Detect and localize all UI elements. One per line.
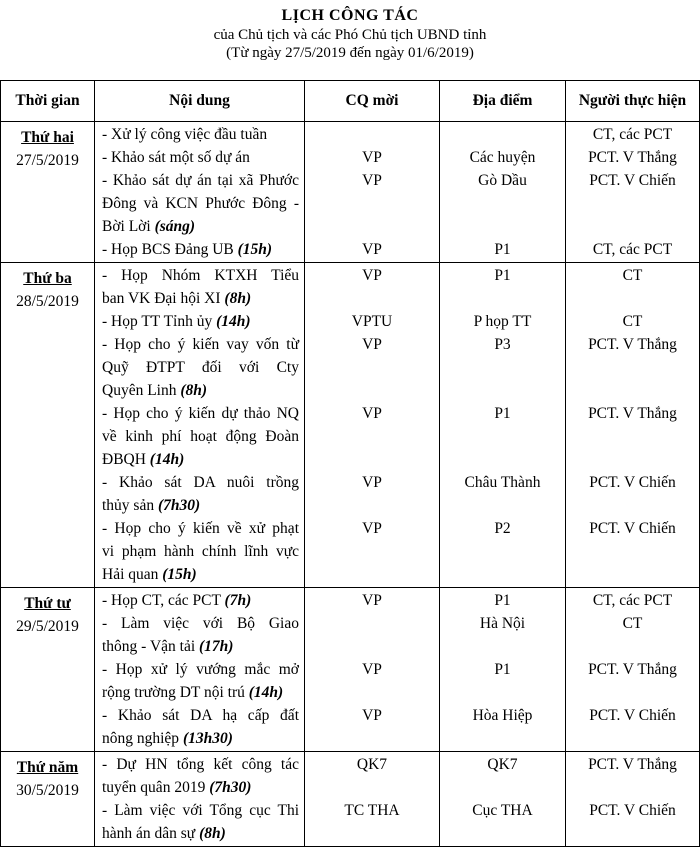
inviting-agency-value: VP [362, 707, 382, 724]
performer-item [567, 146, 698, 169]
location-cell [440, 752, 566, 847]
agenda-item [96, 146, 303, 169]
performer-item [567, 517, 698, 586]
location-item [441, 264, 564, 310]
day-cell [1, 122, 95, 263]
agenda-item-text: ban VK Đại hội XI [102, 290, 225, 307]
location-item [441, 704, 564, 750]
agenda-item-text: thủy sản [102, 497, 158, 514]
performer-cell [566, 122, 700, 263]
agenda-item [96, 471, 303, 517]
location-item [441, 799, 564, 845]
col-header-location: Địa điểm [440, 81, 566, 122]
inviting-agency-item [306, 264, 438, 310]
inviting-agency-item [306, 612, 438, 658]
performer-value: PCT. V Chiến [589, 802, 676, 819]
day-date: 29/5/2019 [16, 618, 79, 635]
inviting-agency-item [306, 310, 438, 333]
agenda-item [96, 704, 303, 750]
inviting-agency-value: TC THA [344, 802, 400, 819]
inviting-agency-item [306, 471, 438, 517]
performer-value: CT [622, 267, 643, 284]
agenda-item-time: (8h) [180, 382, 208, 399]
day-name: Thứ hai [21, 129, 74, 146]
inviting-agency-item [306, 753, 438, 799]
content-cell [95, 588, 305, 752]
agenda-item [96, 589, 303, 612]
col-header-content: Nội dung [95, 81, 305, 122]
location-value: Gò Dầu [478, 172, 527, 189]
agenda-item-time: (13h30) [182, 730, 233, 747]
performer-value: CT, các PCT [592, 126, 673, 143]
agenda-item-time: (14h) [216, 313, 251, 330]
table-row [1, 588, 700, 752]
inviting-agency-value: VP [362, 661, 382, 678]
agenda-item-text: - Khảo sát DA hạ cấp đất [102, 707, 299, 724]
performer-item [567, 589, 698, 612]
location-value: P3 [494, 336, 511, 353]
location-item [441, 169, 564, 238]
location-value: QK7 [487, 756, 518, 773]
schedule-subtitle: của Chủ tịch và các Phó Chủ tịch UBND tỉnh [213, 27, 487, 43]
inviting-agency-value: VP [362, 149, 382, 166]
agenda-item-text: tuyển quân 2019 [102, 779, 210, 796]
table-row [1, 122, 700, 263]
location-item [441, 146, 564, 169]
performer-item [567, 402, 698, 471]
agenda-item-text: - Làm việc với Tổng cục Thi [102, 802, 299, 819]
inviting-agency-value: VP [362, 172, 382, 189]
agenda-item-text: Quỹ ĐTPT đối với Cty [102, 359, 299, 376]
inviting-agency-cell [305, 122, 440, 263]
inviting-agency-item [306, 589, 438, 612]
performer-cell [566, 263, 700, 588]
agenda-item-text: - Làm việc với Bộ Giao [102, 615, 299, 632]
table-row [1, 752, 700, 847]
performer-item [567, 238, 698, 261]
col-header-inviting-agency: CQ mời [305, 81, 440, 122]
day-date: 27/5/2019 [16, 152, 79, 169]
performer-item [567, 753, 698, 799]
location-cell [440, 263, 566, 588]
inviting-agency-cell [305, 752, 440, 847]
inviting-agency-item [306, 169, 438, 238]
day-name: Thứ tư [24, 595, 71, 612]
schedule-table [0, 80, 700, 847]
location-value: P2 [494, 520, 511, 537]
location-value: Các huyện [469, 149, 536, 166]
performer-item [567, 704, 698, 750]
location-value: Cục THA [472, 802, 533, 819]
location-value: Hà Nội [479, 615, 526, 632]
inviting-agency-cell [305, 263, 440, 588]
agenda-item-time: (7h30) [209, 779, 252, 796]
performer-value: PCT. V Chiến [589, 520, 676, 537]
day-date: 28/5/2019 [16, 293, 79, 310]
table-header-row [1, 81, 700, 122]
inviting-agency-value: VP [362, 474, 382, 491]
performer-value: CT, các PCT [592, 592, 673, 609]
day-cell [1, 752, 95, 847]
location-item [441, 753, 564, 799]
agenda-item-text: - Xử lý công việc đầu tuần [102, 126, 268, 143]
agenda-item [96, 123, 303, 146]
day-name: Thứ năm [16, 759, 79, 776]
performer-value: PCT. V Chiến [589, 172, 676, 189]
agenda-item [96, 333, 303, 402]
inviting-agency-item [306, 704, 438, 750]
agenda-item-time: (8h) [224, 290, 252, 307]
location-item [441, 402, 564, 471]
performer-value: PCT. V Thắng [588, 661, 677, 678]
performer-value: PCT. V Thắng [588, 405, 677, 422]
performer-value: PCT. V Thắng [588, 336, 677, 353]
agenda-item [96, 238, 303, 261]
performer-item [567, 333, 698, 402]
schedule-date-range: (Từ ngày 27/5/2019 đến ngày 01/6/2019) [226, 45, 474, 61]
day-name: Thứ ba [23, 270, 72, 287]
agenda-item-time: (14h) [248, 684, 284, 701]
inviting-agency-item [306, 517, 438, 586]
agenda-item [96, 402, 303, 471]
performer-value: CT [622, 615, 643, 632]
schedule-title: LỊCH CÔNG TÁC [281, 7, 419, 24]
inviting-agency-value: VP [362, 336, 382, 353]
location-item [441, 658, 564, 704]
performer-item [567, 471, 698, 517]
agenda-item-text: - Họp cho ý kiến về xử phạt [102, 520, 299, 537]
performer-item [567, 658, 698, 704]
performer-cell [566, 588, 700, 752]
location-item [441, 333, 564, 402]
agenda-item-text: Đông và KCN Phước Đông - [102, 195, 299, 212]
inviting-agency-value: VPTU [351, 313, 393, 330]
agenda-item-text: - Họp CT, các PCT [102, 592, 225, 609]
location-value: P1 [494, 267, 511, 284]
agenda-item-text: - Họp BCS Đảng UB [102, 241, 238, 258]
location-cell [440, 588, 566, 752]
agenda-item [96, 169, 303, 238]
agenda-item-text: - Khảo sát DA nuôi trồng [102, 474, 299, 491]
location-value: P1 [494, 661, 511, 678]
content-cell [95, 263, 305, 588]
agenda-item-text: Hải quan [102, 566, 163, 583]
agenda-item-text: ĐBQH [102, 451, 150, 468]
performer-cell [566, 752, 700, 847]
agenda-item-text: - Dự HN tổng kết công tác [102, 756, 299, 773]
agenda-item-text: thông - Vận tải [102, 638, 200, 655]
inviting-agency-value: VP [362, 405, 382, 422]
inviting-agency-item [306, 402, 438, 471]
agenda-item-text: - Họp xử lý vướng mắc mở [102, 661, 299, 678]
performer-item [567, 123, 698, 146]
performer-value: PCT. V Chiến [589, 474, 676, 491]
inviting-agency-value: QK7 [356, 756, 388, 773]
day-cell [1, 263, 95, 588]
location-value: P họp TT [473, 313, 532, 330]
inviting-agency-item [306, 146, 438, 169]
performer-item [567, 310, 698, 333]
performer-value: PCT. V Thắng [588, 149, 677, 166]
agenda-item-time: (sáng) [154, 218, 196, 235]
agenda-item-text: - Khảo sát dự án tại xã Phước [102, 172, 299, 189]
agenda-item [96, 753, 303, 799]
agenda-item-text: hành án dân sự [102, 825, 200, 842]
location-cell [440, 122, 566, 263]
agenda-item [96, 612, 303, 658]
inviting-agency-value: VP [362, 267, 382, 284]
agenda-item-time: (15h) [162, 566, 197, 583]
inviting-agency-item [306, 799, 438, 845]
agenda-item-time: (14h) [149, 451, 185, 468]
inviting-agency-value: VP [362, 592, 382, 609]
performer-item [567, 169, 698, 238]
agenda-item-time: (7h) [224, 592, 252, 609]
agenda-item-text: vi phạm hành chính lĩnh vực [102, 543, 299, 560]
performer-value: CT, các PCT [592, 241, 673, 258]
inviting-agency-value: VP [362, 520, 382, 537]
location-value: P1 [494, 592, 511, 609]
location-value: P1 [494, 405, 511, 422]
performer-value: CT [622, 313, 643, 330]
agenda-item-text: rộng trường DT nội trú [102, 684, 249, 701]
performer-value: PCT. V Chiến [589, 707, 676, 724]
location-item [441, 238, 564, 261]
agenda-item-text: - Họp Nhóm KTXH Tiểu [102, 267, 299, 284]
location-item [441, 310, 564, 333]
performer-item [567, 612, 698, 658]
agenda-item-text: Bời Lời [102, 218, 155, 235]
location-item [441, 123, 564, 146]
inviting-agency-item [306, 333, 438, 402]
inviting-agency-item [306, 238, 438, 261]
col-header-time: Thời gian [1, 81, 95, 122]
day-date: 30/5/2019 [16, 782, 79, 799]
performer-item [567, 264, 698, 310]
table-row [1, 263, 700, 588]
day-cell [1, 588, 95, 752]
content-cell [95, 122, 305, 263]
agenda-item-text: - Họp cho ý kiến vay vốn từ [102, 336, 299, 353]
agenda-item [96, 799, 303, 845]
agenda-item-time: (8h) [199, 825, 226, 842]
location-item [441, 612, 564, 658]
inviting-agency-cell [305, 588, 440, 752]
location-value: Hòa Hiệp [472, 707, 533, 724]
inviting-agency-item [306, 123, 438, 146]
col-header-performer: Người thực hiện [566, 81, 700, 122]
performer-value: PCT. V Thắng [588, 756, 677, 773]
schedule-header [0, 0, 700, 80]
agenda-item [96, 658, 303, 704]
inviting-agency-item [306, 658, 438, 704]
agenda-item-text: - Họp cho ý kiến dự thảo NQ [102, 405, 299, 422]
location-value: Châu Thành [464, 474, 541, 491]
performer-item [567, 799, 698, 845]
agenda-item [96, 264, 303, 310]
location-item [441, 471, 564, 517]
agenda-item-text: Quyên Linh [102, 382, 181, 399]
agenda-item-time: (15h) [237, 241, 273, 258]
content-cell [95, 752, 305, 847]
agenda-item-time: (17h) [199, 638, 234, 655]
location-item [441, 517, 564, 586]
agenda-item-text: về kinh phí hoạt động Đoàn [102, 428, 299, 445]
inviting-agency-value: VP [362, 241, 382, 258]
location-item [441, 589, 564, 612]
agenda-item-text: - Khảo sát một số dự án [102, 149, 250, 166]
agenda-item-text: nông nghiệp [102, 730, 183, 747]
agenda-item-text: - Họp TT Tỉnh ủy [102, 313, 217, 330]
agenda-item [96, 310, 303, 333]
agenda-item [96, 517, 303, 586]
location-value: P1 [494, 241, 511, 258]
agenda-item-time: (7h30) [157, 497, 201, 514]
